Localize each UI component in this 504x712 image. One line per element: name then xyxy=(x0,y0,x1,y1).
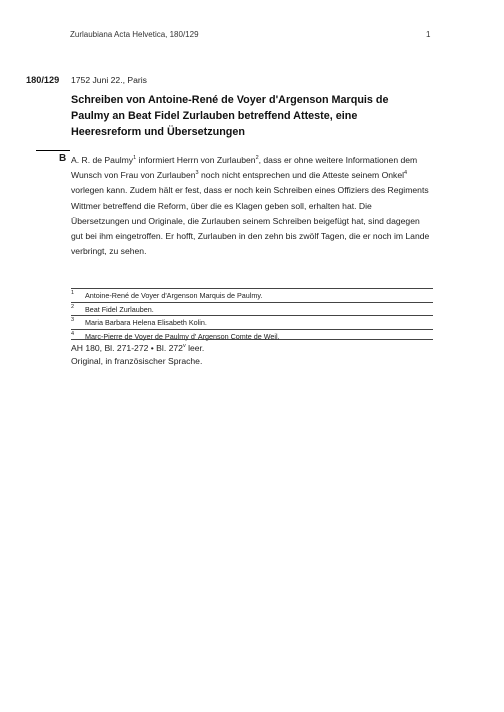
source-language: Original, in französischer Sprache. xyxy=(71,355,203,366)
body-segment: noch nicht entsprechen und die Atteste seinem Onkel xyxy=(198,170,405,181)
footnote-text: Antoine-René de Voyer d'Argenson Marquis de Paulmy. xyxy=(85,290,263,300)
footnote-ref: 3 xyxy=(195,170,199,177)
body-segment: informiert Herrn von Zurlauben xyxy=(136,155,256,165)
archive-location-text: AH 180, Bl. 271-272 • Bl. 272 xyxy=(71,343,183,353)
footnote-ref: 1 xyxy=(133,155,137,161)
archive-location xyxy=(71,342,433,355)
verso-mark: v xyxy=(182,343,186,349)
footnote-text: Maria Barbara Helena Elisabeth Kolin. xyxy=(85,318,207,328)
body-segment: , dass er ohne weitere Informationen dem Wunsch von Frau von Zurlauben xyxy=(71,155,418,181)
regest-body xyxy=(71,153,431,259)
section-rule xyxy=(36,150,70,151)
footnote-text: Beat Fidel Zurlauben. xyxy=(85,304,154,314)
footnote-ref: 4 xyxy=(404,170,408,177)
page-number: 1 xyxy=(426,30,431,39)
section-letter: B xyxy=(59,153,67,164)
footnote xyxy=(71,289,433,303)
footnote-number: 4 xyxy=(71,331,75,338)
footnote-text: Marc-Pierre de Voyer de Paulmy d' Argenson Comte de Weil. xyxy=(85,331,280,341)
footnote-ref: 2 xyxy=(255,155,259,161)
document-title: Schreiben von Antoine-René de Voyer d'Argenson Marquis de Paulmy an Beat Fidel Zurlauben betreffend Atteste, eine Heeresreform und Übersetzungen xyxy=(71,94,389,138)
footnote xyxy=(71,316,433,330)
footnotes xyxy=(71,288,433,343)
running-head: Zurlaubiana Acta Helvetica, 180/129 xyxy=(70,30,199,39)
footnote xyxy=(71,303,433,317)
date-place: 1752 Juni 22., Paris xyxy=(71,75,147,85)
archive-location-suffix: leer. xyxy=(185,343,205,353)
document-number: 180/129 xyxy=(26,75,60,85)
body-segment: vorlegen kann. Zudem hält er fest, dass er noch kein Schreiben eines Offiziers des Regiments Wittmer betreffend die Reform, über die es Klagen geben soll, erhalten hat. Die Übersetzungen und Originale, die Zurlauben seinem Schreiben beigefügt hat, sind dagegen gut bei ihm eingetroffen. Er hofft, Zurlauben in den zehn bis zwölf Tagen, die er noch im Lande verbringt, zu sehen. xyxy=(71,185,430,257)
body-segment: A. R. de Paulmy xyxy=(71,155,134,165)
source-notes xyxy=(71,339,433,367)
footnote-number: 3 xyxy=(71,317,75,324)
footnote-number: 1 xyxy=(71,290,75,296)
footnote-number: 2 xyxy=(71,303,75,310)
